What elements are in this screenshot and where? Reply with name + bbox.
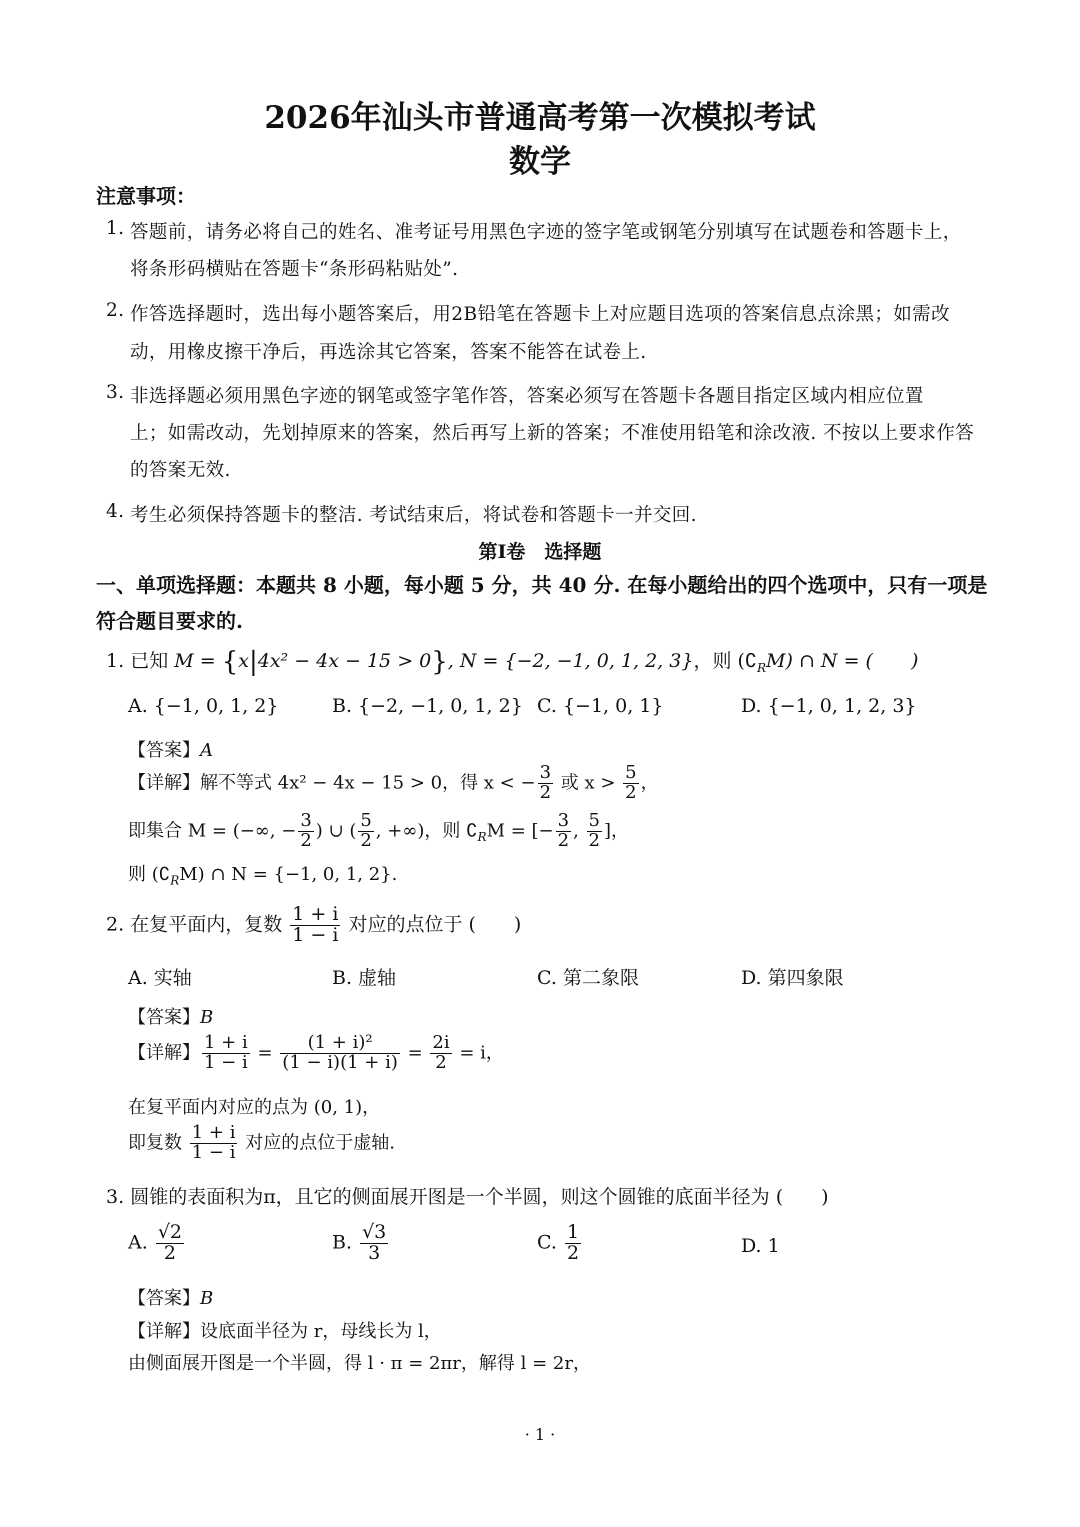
detail-text: 即集合 M = xyxy=(128,820,233,842)
detail-text: , +∞) xyxy=(375,820,425,842)
detail-text: 或 x > xyxy=(555,772,622,794)
q3-detail-line-2: 由侧面展开图是一个半圆，得 l · π = 2πr，解得 l = 2r， xyxy=(128,1353,591,1374)
fraction-complex xyxy=(202,1034,250,1073)
q2-answer xyxy=(128,1003,213,1029)
detail-text: ，则 ∁ xyxy=(424,820,478,842)
page-number: · 1 · xyxy=(524,1425,556,1444)
q1-detail-line-2 xyxy=(128,812,629,851)
numerator: (1 + i)² xyxy=(280,1034,400,1054)
denominator: 2 xyxy=(625,781,637,803)
q1-answer xyxy=(128,736,213,762)
notice-item-3-line-1: 非选择题必须用黑色字迹的钢笔或签字笔作答，答案必须写在答题卡各题目指定区域内相应位置 xyxy=(130,386,924,407)
detail-text: ]， xyxy=(604,820,630,842)
equals-sign: = xyxy=(257,1042,273,1064)
option-label: B. xyxy=(332,1231,353,1254)
q2-option-d: D. 第四象限 xyxy=(741,967,844,989)
section-instruction-line-2: 符合题目要求的. xyxy=(96,609,243,633)
q3-detail-line-1 xyxy=(128,1317,442,1343)
notice-item-4-line-1: 考生必须保持答题卡的整洁. 考试结束后，将试卷和答题卡一并交回. xyxy=(130,505,697,526)
set-bar: | xyxy=(248,647,258,677)
notice-item-2-line-1: 作答选择题时，选出每小题答案后，用2B铅笔在答题卡上对应题目选项的答案信息点涂黑；如需改 xyxy=(130,304,950,325)
numerator: 1 + i xyxy=(204,1032,248,1053)
set-var: x xyxy=(238,650,249,672)
fraction-5-2 xyxy=(623,764,638,803)
option-label: A. xyxy=(128,1231,148,1254)
notice-heading: 注意事项： xyxy=(96,184,196,208)
q3-option-a xyxy=(128,1223,186,1264)
equals-sign: = xyxy=(407,1042,423,1064)
detail-text: 对应的点位于虚轴. xyxy=(245,1132,395,1154)
numerator: 3 xyxy=(300,810,312,831)
option-label: C. xyxy=(537,1231,557,1254)
numerator: 5 xyxy=(588,810,600,831)
set-m-lhs: M = xyxy=(174,650,216,672)
fraction-5-2 xyxy=(587,812,602,851)
complement-subscript: R xyxy=(477,829,487,844)
question-3 xyxy=(106,1182,829,1209)
question-number: 1. xyxy=(106,650,125,672)
notice-item-1-line-2: 将条形码横贴在答题卡“条形码粘贴处”. xyxy=(130,259,459,280)
detail-text: (−∞, − xyxy=(232,820,297,842)
detail-text: 则 (∁ xyxy=(128,864,171,885)
numerator: 1 xyxy=(566,1221,580,1243)
q1-option-d: D. {−1, 0, 1, 2, 3} xyxy=(741,695,917,717)
q2-detail-line-2: 在复平面内对应的点为 (0, 1)， xyxy=(128,1097,381,1118)
fraction-sqrt3-3 xyxy=(360,1223,388,1264)
detail-text: 即复数 xyxy=(128,1132,182,1154)
detail-label: 【详解】 xyxy=(128,772,200,794)
detail-text: M) ∩ N = {−1, 0, 1, 2}. xyxy=(179,864,398,885)
notice-item-3-line-2: 上；如需改动，先划掉原来的答案，然后再写上新的答案；不准使用铅笔和涂改液. 不按以上要求作答 xyxy=(130,423,975,444)
question-text: 已知 xyxy=(130,650,169,672)
answer-label: 【答案】 xyxy=(128,740,200,761)
q1-detail-line-1 xyxy=(128,764,659,803)
fraction-3-2 xyxy=(556,812,571,851)
question-2 xyxy=(106,905,521,946)
answer-label: 【答案】 xyxy=(128,1288,200,1309)
subject-title: 数学 xyxy=(509,144,571,180)
q2-option-c: C. 第二象限 xyxy=(537,967,639,989)
complement-subscript: R xyxy=(170,873,180,888)
question-1 xyxy=(106,646,918,677)
notice-item-3-line-3: 的答案无效. xyxy=(130,460,231,481)
set-inequality: 4x² − 4x − 15 > 0 xyxy=(257,650,432,672)
fraction-5-2 xyxy=(358,812,373,851)
section-title: 第Ⅰ卷 选择题 xyxy=(478,541,602,563)
notice-item-2-line-2: 动，用橡皮擦干净后，再选涂其它答案，答案不能答在试卷上. xyxy=(130,342,647,363)
q3-option-c xyxy=(537,1223,583,1264)
q3-option-d: D. 1 xyxy=(741,1235,780,1257)
q3-option-b xyxy=(332,1223,390,1264)
fraction-3-2 xyxy=(538,764,553,803)
numerator: 5 xyxy=(360,810,372,831)
question-text: 圆锥的表面积为π，且它的侧面展开图是一个半圆，则这个圆锥的底面半径为 ( ) xyxy=(130,1186,829,1208)
detail-label: 【详解】 xyxy=(128,1042,200,1064)
denominator: 2 xyxy=(539,781,552,803)
fraction-3-2 xyxy=(298,812,313,851)
q2-option-b: B. 虚轴 xyxy=(332,967,397,989)
numerator: 2i xyxy=(432,1032,450,1053)
detail-text: M = [− xyxy=(486,820,554,842)
answer-value: A xyxy=(200,740,213,761)
detail-text: ， xyxy=(640,772,659,794)
detail-label: 【详解】 xyxy=(128,1321,200,1342)
numerator: 5 xyxy=(625,762,637,783)
exam-title: 2026年汕头市普通高考第一次模拟考试 xyxy=(264,100,816,136)
question-text: 在复平面内，复数 xyxy=(130,913,283,936)
question-number: 3. xyxy=(106,1186,125,1208)
notice-item-1-num: 1. xyxy=(106,218,125,239)
set-n: , N = {−2, −1, 0, 1, 2, 3} xyxy=(447,650,694,672)
notice-item-1-line-1: 答题前，请务必将自己的姓名、准考证号用黑色字迹的签字笔或钢笔分别填写在试题卷和答题卡上， xyxy=(130,222,962,243)
numerator: 1 + i xyxy=(191,1122,236,1143)
denominator: 3 xyxy=(368,1241,381,1264)
q1-option-c: C. {−1, 0, 1} xyxy=(537,695,664,717)
right-brace: } xyxy=(431,647,448,677)
result-text: = i， xyxy=(459,1042,504,1064)
question-number: 2. xyxy=(106,913,125,936)
detail-text: 设底面半径为 r，母线长为 l， xyxy=(200,1321,442,1342)
notice-item-2-num: 2. xyxy=(106,300,125,321)
fraction-expanded xyxy=(280,1034,400,1073)
denominator: 2 xyxy=(566,1241,580,1264)
question-text: 对应的点位于 ( ) xyxy=(348,913,522,936)
q2-option-a: A. 实轴 xyxy=(128,967,192,989)
q1-option-a: A. {−1, 0, 1, 2} xyxy=(128,695,279,717)
denominator: 2 xyxy=(435,1051,447,1073)
q1-option-b: B. {−2, −1, 0, 1, 2} xyxy=(332,695,523,717)
q1-detail-line-3 xyxy=(128,860,397,888)
denominator: 1 − i xyxy=(191,1141,236,1163)
denominator: 2 xyxy=(360,829,372,851)
answer-value: B xyxy=(200,1007,214,1028)
denominator: 2 xyxy=(163,1241,176,1264)
question-tail: ，则 (∁ xyxy=(693,650,757,672)
detail-text: , xyxy=(573,820,585,842)
denominator: 1 − i xyxy=(292,923,339,946)
fraction-complex xyxy=(290,905,340,946)
numerator: 3 xyxy=(557,810,570,831)
fraction-complex xyxy=(190,1124,238,1163)
denominator: 2 xyxy=(588,829,600,851)
notice-item-4-num: 4. xyxy=(106,501,125,522)
fraction-1-2 xyxy=(565,1223,581,1264)
denominator: (1 − i)(1 + i) xyxy=(282,1051,398,1073)
q3-answer xyxy=(128,1284,213,1310)
question-tail-2: M) ∩ N = ( ) xyxy=(766,650,919,672)
denominator: 2 xyxy=(557,829,570,851)
notice-item-3-num: 3. xyxy=(106,382,125,403)
detail-text: ) ∪ ( xyxy=(315,820,357,842)
answer-label: 【答案】 xyxy=(128,1007,200,1028)
section-instruction-line-1: 一、单项选择题：本题共 8 小题，每小题 5 分，共 40 分. 在每小题给出的四个选项中，只有一项是 xyxy=(96,573,988,597)
q2-detail-line-3 xyxy=(128,1124,395,1163)
detail-text: 解不等式 4x² − 4x − 15 > 0，得 x < − xyxy=(200,772,536,794)
q2-detail-line-1 xyxy=(128,1034,504,1073)
numerator: √3 xyxy=(362,1221,387,1243)
complement-subscript: R xyxy=(757,660,767,675)
denominator: 1 − i xyxy=(204,1051,248,1073)
fraction-sqrt2-2 xyxy=(156,1223,184,1264)
numerator: 3 xyxy=(539,762,552,783)
fraction-2i-2 xyxy=(430,1034,451,1073)
numerator: 1 + i xyxy=(292,903,339,925)
denominator: 2 xyxy=(300,829,312,851)
left-brace: { xyxy=(221,647,239,677)
answer-value: B xyxy=(200,1288,214,1309)
numerator: √2 xyxy=(157,1221,183,1243)
